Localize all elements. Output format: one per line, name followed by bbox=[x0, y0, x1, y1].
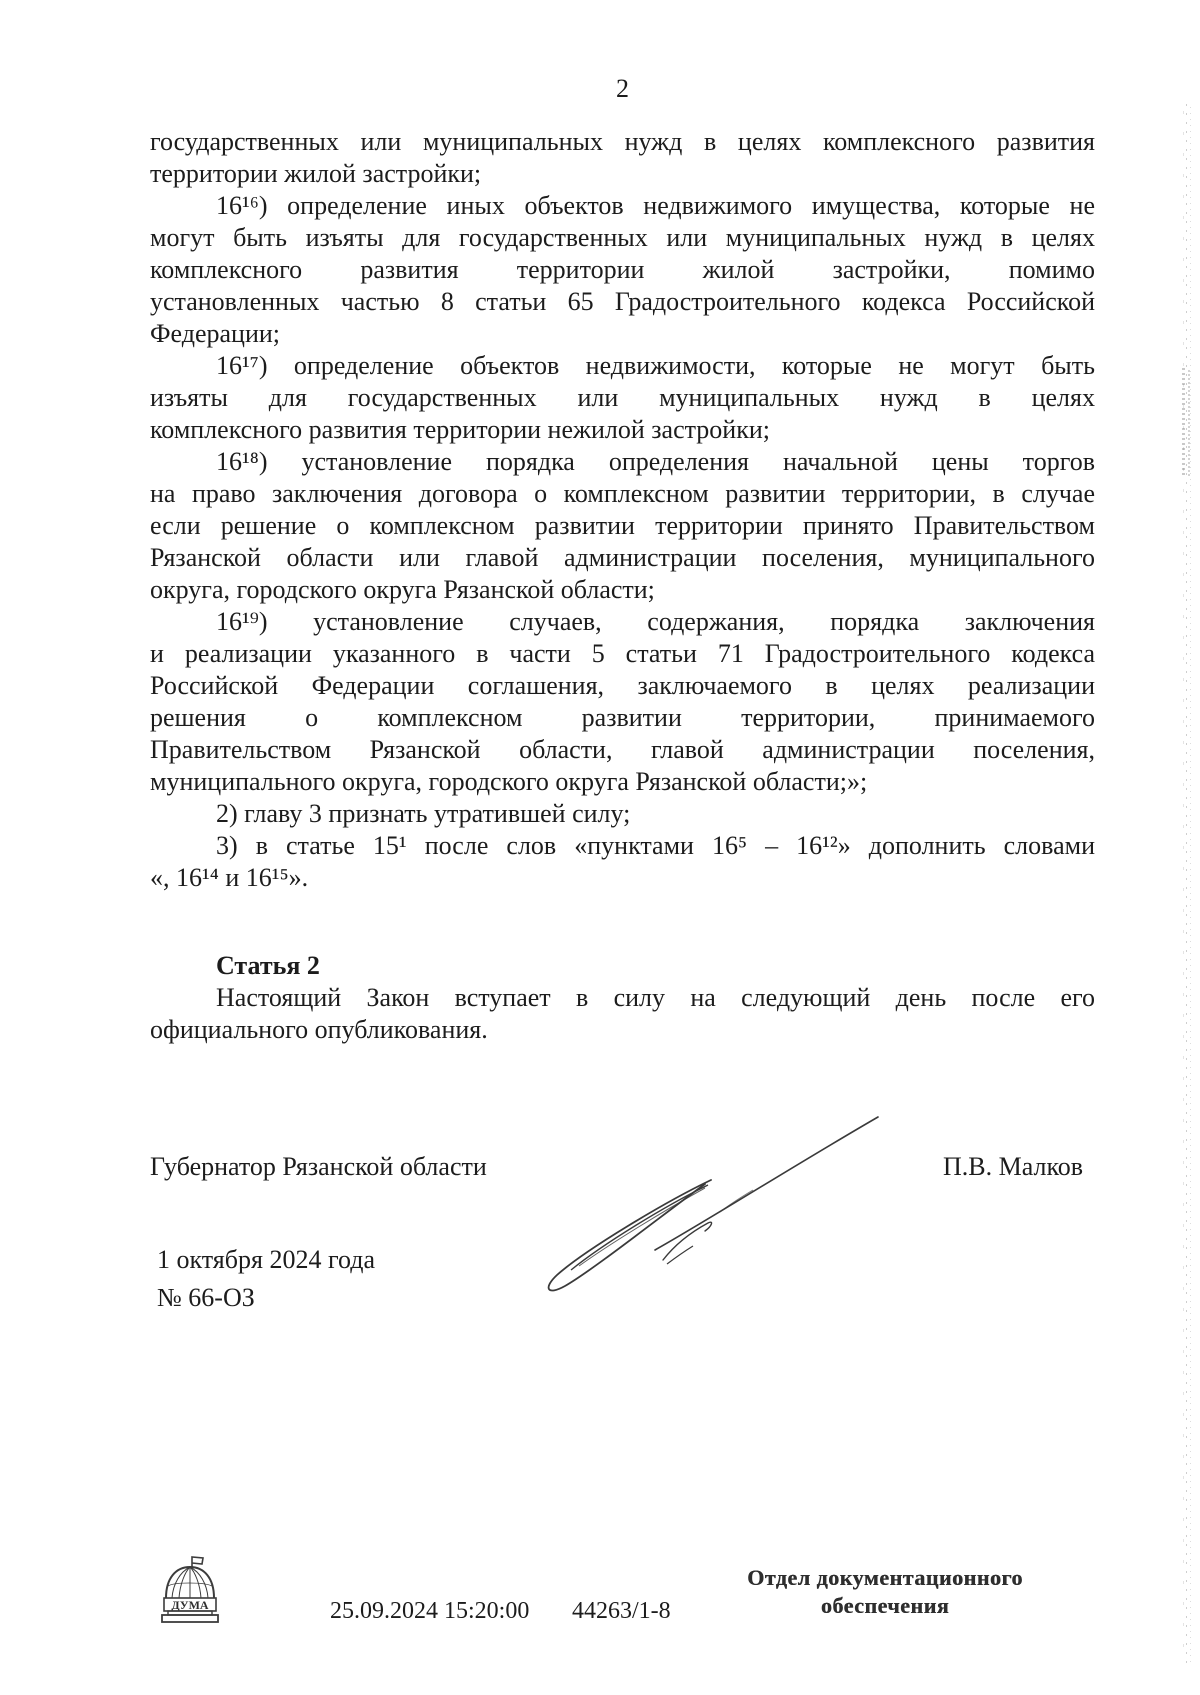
text-line: муниципального округа, городского округа Рязанской области;»; bbox=[150, 767, 868, 796]
registration-timestamp: 25.09.2024 15:20:00 bbox=[330, 1598, 530, 1624]
document-body bbox=[150, 126, 1095, 1046]
text-line: 16¹⁶) определение иных объектов недвижимого имущества, которые не bbox=[216, 191, 1095, 220]
text-line: Статья 2 bbox=[216, 951, 320, 980]
text-line: 16¹⁷) определение объектов недвижимости, которые не могут быть bbox=[216, 351, 1095, 380]
text-line: официального опубликования. bbox=[150, 1015, 488, 1044]
text-line: изъяты для государственных или муниципальных нужд в целях bbox=[150, 383, 1095, 412]
text-line: Настоящий Закон вступает в силу на следующий день после его bbox=[216, 983, 1095, 1012]
text-line: установленных частью 8 статьи 65 Градостроительного кодекса Российской bbox=[150, 287, 1095, 316]
paragraph-item-16-17 bbox=[150, 350, 1095, 446]
department-stamp bbox=[735, 1564, 1035, 1620]
scan-noise-strip bbox=[1182, 104, 1194, 1664]
text-line: «, 16¹⁴ и 16¹⁵». bbox=[150, 863, 309, 892]
department-stamp-line2: обеспечения bbox=[820, 1593, 950, 1618]
governor-title-label: Губернатор Рязанской области bbox=[150, 1152, 487, 1181]
duma-emblem-logo bbox=[156, 1554, 224, 1644]
text-line: Правительством Рязанской области, главой администрации поселения, bbox=[150, 735, 1095, 764]
page-number: 2 bbox=[616, 74, 629, 103]
paragraph-item-3 bbox=[150, 830, 1095, 894]
law-date-label: 1 октября 2024 года bbox=[157, 1245, 375, 1274]
text-line: 2) главу 3 признать утратившей силу; bbox=[216, 799, 631, 828]
paragraph-item-16-19 bbox=[150, 606, 1095, 798]
scan-noise-blob bbox=[1180, 368, 1194, 478]
text-line: государственных или муниципальных нужд в целях комплексного развития bbox=[150, 127, 1095, 156]
text-line: комплексного развития территории нежилой застройки; bbox=[150, 415, 770, 444]
duma-logo-text: ДУМА bbox=[171, 1598, 209, 1612]
text-line: Федерации; bbox=[150, 319, 281, 348]
text-line: округа, городского округа Рязанской области; bbox=[150, 575, 655, 604]
paragraph-continuation bbox=[150, 126, 1095, 190]
text-line: 16¹⁸) установление порядка определения начальной цены торгов bbox=[216, 447, 1095, 476]
text-line: комплексного развития территории жилой застройки, помимо bbox=[150, 255, 1095, 284]
paragraph-item-2 bbox=[150, 798, 1095, 830]
text-line: решения о комплексном развитии территории, принимаемого bbox=[150, 703, 1095, 732]
text-line: могут быть изъяты для государственных или муниципальных нужд в целях bbox=[150, 223, 1095, 252]
text-line: если решение о комплексном развитии территории принято Правительством bbox=[150, 511, 1095, 540]
text-line: 16¹⁹) установление случаев, содержания, порядка заключения bbox=[216, 607, 1095, 636]
paragraph-item-16-18 bbox=[150, 446, 1095, 606]
department-stamp-line1: Отдел документационного bbox=[747, 1565, 1023, 1590]
text-line: и реализации указанного в части 5 статьи 71 Градостроительного кодекса bbox=[150, 639, 1095, 668]
text-line: на право заключения договора о комплексном развитии территории, в случае bbox=[150, 479, 1095, 508]
text-line: Рязанской области или главой администрации поселения, муниципального bbox=[150, 543, 1095, 572]
text-line: территории жилой застройки; bbox=[150, 159, 482, 188]
paragraph-article-2-body bbox=[150, 982, 1095, 1046]
registration-number: 44263/1-8 bbox=[572, 1598, 671, 1624]
article-2-heading bbox=[150, 950, 1095, 982]
text-line: Российской Федерации соглашения, заключаемого в целях реализации bbox=[150, 671, 1095, 700]
law-number-label: № 66-ОЗ bbox=[157, 1283, 255, 1312]
paragraph-item-16-16 bbox=[150, 190, 1095, 350]
text-line: 3) в статье 15¹ после слов «пунктами 16⁵ – 16¹²» дополнить словами bbox=[216, 831, 1095, 860]
handwritten-signature bbox=[515, 1090, 905, 1305]
governor-name-label: П.В. Малков bbox=[943, 1152, 1084, 1181]
